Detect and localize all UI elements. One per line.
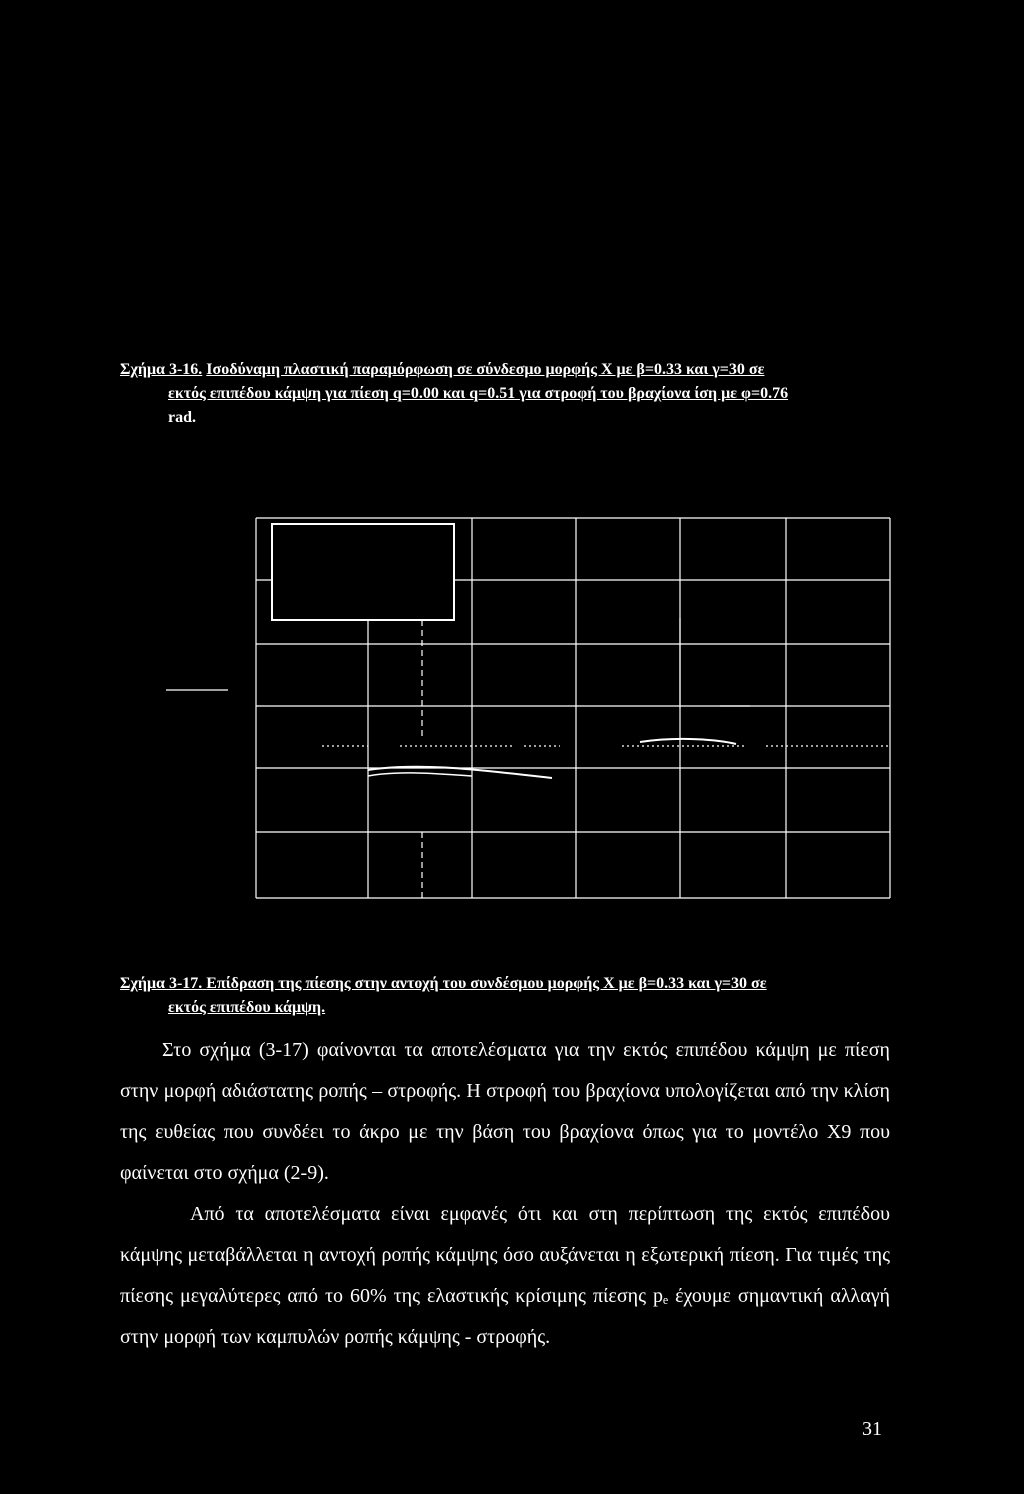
figure-3-16-caption-line1: Ισοδύναμη πλαστική παραμόρφωση σε σύνδεσμο μορφής Χ με β=0.33 και γ=30 σε — [206, 361, 765, 378]
figure-3-17-label: Σχήμα 3-17. — [120, 975, 203, 992]
figure-3-16-caption-line3: rad. — [168, 409, 196, 426]
paragraph: Στο σχήμα (3-17) φαίνονται τα αποτελέσματα για την εκτός επιπέδου κάμψη με πίεση στην μορφή αδιάστατης ροπής – στροφής. Η στροφή του βραχίονα υπολογίζεται από την κλίση της ευθείας που συνδέει το άκρο με την βάση του βραχίονα όπως για το μοντέλο Χ9 που φαίνεται στο σχήμα (2-9). — [120, 1039, 890, 1184]
body-text — [120, 1030, 890, 1358]
figure-3-17-graph — [160, 508, 900, 908]
figure-3-17-caption-line2: εκτός επιπέδου κάμψη. — [168, 999, 326, 1016]
figure-3-16-caption — [120, 358, 890, 430]
curve-solid-3 — [640, 739, 736, 744]
paragraph: Από τα αποτελέσματα είναι εμφανές ότι και στη περίπτωση της εκτός επιπέδου κάμψης μεταβάλλεται η αντοχή ροπής κάμψης όσο αυξάνεται η εξωτερική πίεση. Για τιμές της πίεσης μεγαλύτερες από το 60% της ελαστικής κρίσιμης πίεσης pₑ έχουμε σημαντική αλλαγή στην μορφή των καμπυλών ροπής κάμψης - στροφής. — [120, 1203, 890, 1348]
figure-3-16-caption-line2: εκτός επιπέδου κάμψη για πίεση q=0.00 και q=0.51 για στροφή του βραχίονα ίση με φ=0.76 — [168, 385, 789, 402]
figure-3-16-label: Σχήμα 3-16. — [120, 361, 203, 378]
legend-box — [272, 524, 454, 620]
figure-3-17-caption — [120, 972, 890, 1020]
curve-solid-2 — [368, 773, 472, 776]
figure-3-17-caption-line1: Επίδραση της πίεσης στην αντοχή του συνδέσμου μορφής Χ με β=0.33 και γ=30 σε — [206, 975, 767, 992]
page-number: 31 — [862, 1418, 882, 1440]
